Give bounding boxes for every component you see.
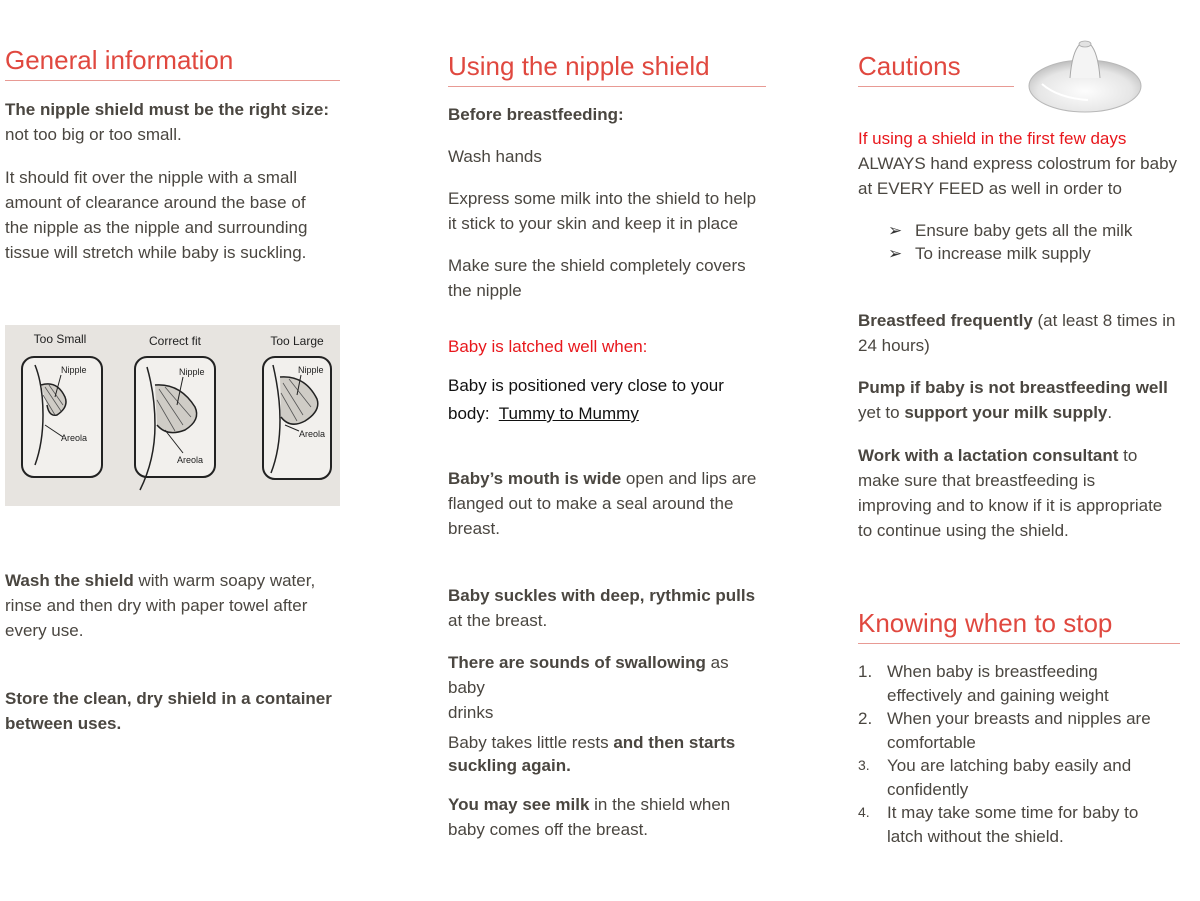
sounds-rest-1: as baby xyxy=(448,653,729,697)
store-paragraph xyxy=(5,686,332,736)
too-small-frame xyxy=(22,357,102,477)
label-correct-fit: Correct fit xyxy=(148,334,202,348)
caution-bullets xyxy=(858,219,1132,265)
wash-paragraph xyxy=(5,568,315,643)
stop-item-line-2: confidently xyxy=(887,779,969,799)
tummy-to-mummy: Tummy to Mummy xyxy=(498,404,639,423)
nipple-shield-fit-diagram xyxy=(5,325,340,506)
express-paragraph xyxy=(448,186,756,236)
fit-line-2: amount of clearance around the base of xyxy=(5,193,306,212)
mouth-bold: Baby’s mouth is wide xyxy=(448,469,622,488)
stop-item-line-1: It may take some time for baby to xyxy=(887,803,1139,822)
wash-rest-2: rinse and then dry with paper towel after xyxy=(5,596,308,615)
bullet-item xyxy=(858,242,1132,265)
frequent-rest-1: (at least 8 times in xyxy=(1032,311,1176,330)
stop-item-number: 2. xyxy=(858,709,873,728)
work-rest-1: to xyxy=(1118,446,1138,465)
sounds-rest-2: drinks xyxy=(448,703,494,722)
store-line-2: between uses. xyxy=(5,714,122,733)
wash-bold: Wash the shield xyxy=(5,571,134,590)
fit-paragraph xyxy=(5,165,307,265)
bullet-text: Ensure baby gets all the milk xyxy=(915,221,1133,240)
heading-general-information: General information xyxy=(5,44,340,81)
cover-line-2: the nipple xyxy=(448,281,522,300)
size-rest: not too big or too small. xyxy=(5,125,182,144)
fit-line-4: tissue will stretch while baby is suckling. xyxy=(5,243,307,262)
mouth-paragraph xyxy=(448,466,756,541)
first-days-line: If using a shield in the first few days xyxy=(858,129,1127,148)
pump-a: yet to xyxy=(858,403,905,422)
stop-item-number: 4. xyxy=(858,804,870,820)
too-small-areola-label: Areola xyxy=(61,433,88,443)
positioned-line-2a: body: xyxy=(448,404,499,423)
wash-rest-1: with warm soapy water, xyxy=(133,571,316,590)
work-rest-2: make sure that breastfeeding is xyxy=(858,471,1096,490)
milk-paragraph xyxy=(448,792,730,842)
pump-paragraph xyxy=(858,375,1168,425)
bullet-item xyxy=(858,219,1132,242)
stop-list-item xyxy=(858,801,1151,848)
rests-bold-1: and then starts xyxy=(613,733,736,752)
before-breastfeeding: Before breastfeeding: xyxy=(448,105,624,124)
stop-item-line-1: You are latching baby easily and xyxy=(887,756,1132,775)
work-paragraph xyxy=(858,443,1162,543)
size-bold: The nipple shield must be the right size: xyxy=(5,100,329,119)
stop-item-line-2: comfortable xyxy=(887,732,976,752)
frequent-rest-2: 24 hours) xyxy=(858,336,930,355)
too-large-nipple-label: Nipple xyxy=(298,365,324,375)
sounds-paragraph xyxy=(448,650,766,725)
stop-list xyxy=(858,660,1151,848)
stop-list-item xyxy=(858,754,1151,801)
express-line-2: it stick to your skin and keep it in place xyxy=(448,214,739,233)
stop-item-line-2: effectively and gaining weight xyxy=(887,685,1109,705)
suckles-bold: Baby suckles with deep, rythmic pulls xyxy=(448,586,756,605)
frequent-bold: Breastfeed frequently xyxy=(858,311,1033,330)
bullet-text: To increase milk supply xyxy=(915,244,1091,263)
arrow-bullet-icon: ➢ xyxy=(888,244,903,263)
stop-item-number: 3. xyxy=(858,757,870,773)
store-line-1: Store the clean, dry shield in a container xyxy=(5,689,332,708)
work-bold: Work with a lactation consultant xyxy=(858,446,1119,465)
too-small-nipple-label: Nipple xyxy=(61,365,87,375)
first-days-paragraph xyxy=(858,126,1177,201)
size-paragraph xyxy=(5,97,329,147)
correct-fit-areola-label: Areola xyxy=(177,455,204,465)
wash-hands: Wash hands xyxy=(448,147,542,166)
always-line-1: ALWAYS hand express colostrum for baby xyxy=(858,154,1178,173)
correct-fit-nipple-label: Nipple xyxy=(179,367,205,377)
positioned-paragraph xyxy=(448,372,724,428)
milk-rest-2: baby comes off the breast. xyxy=(448,820,649,839)
sounds-bold: There are sounds of swallowing xyxy=(448,653,706,672)
latched-well-heading: Baby is latched well when: xyxy=(448,337,648,356)
heading-knowing-when-to-stop: Knowing when to stop xyxy=(858,607,1180,644)
milk-rest-1: in the shield when xyxy=(589,795,731,814)
pump-bold-2: support your milk supply xyxy=(904,403,1108,422)
pump-end: . xyxy=(1107,403,1113,422)
arrow-bullet-icon: ➢ xyxy=(888,221,903,240)
frequent-paragraph xyxy=(858,308,1175,358)
pump-bold: Pump if baby is not breastfeeding well xyxy=(858,378,1168,397)
cover-paragraph xyxy=(448,253,746,303)
heading-using-nipple-shield: Using the nipple shield xyxy=(448,50,766,87)
fit-line-3: the nipple as the nipple and surrounding xyxy=(5,218,308,237)
work-rest-4: to continue using the shield. xyxy=(858,521,1069,540)
milk-bold: You may see milk xyxy=(448,795,590,814)
suckles-rest: at the breast. xyxy=(448,611,548,630)
mouth-rest-3: breast. xyxy=(448,519,500,538)
rests-paragraph xyxy=(448,731,735,777)
rests-a: Baby takes little rests xyxy=(448,733,614,752)
express-line-1: Express some milk into the shield to help xyxy=(448,189,757,208)
mouth-rest-2: flanged out to make a seal around the xyxy=(448,494,734,513)
stop-item-line-1: When baby is breastfeeding xyxy=(887,662,1098,681)
too-large-areola-label: Areola xyxy=(299,429,326,439)
work-rest-3: improving and to know if it is appropriate xyxy=(858,496,1163,515)
positioned-line-1: Baby is positioned very close to your xyxy=(448,376,724,395)
always-line-2: at EVERY FEED as well in order to xyxy=(858,179,1122,198)
nipple-shield-image xyxy=(1028,38,1146,114)
stop-list-item xyxy=(858,707,1151,754)
label-too-small: Too Small xyxy=(33,332,87,346)
fit-line-1: It should fit over the nipple with a small xyxy=(5,168,297,187)
stop-item-number: 1. xyxy=(858,662,873,681)
cover-line-1: Make sure the shield completely covers xyxy=(448,256,746,275)
suckles-paragraph xyxy=(448,583,755,633)
wash-rest-3: every use. xyxy=(5,621,84,640)
mouth-rest-1: open and lips are xyxy=(621,469,757,488)
stop-list-item xyxy=(858,660,1151,707)
stop-item-line-1: When your breasts and nipples are xyxy=(887,709,1151,728)
label-too-large: Too Large xyxy=(270,334,324,348)
rests-bold-2: suckling again. xyxy=(448,756,571,775)
stop-item-line-2: latch without the shield. xyxy=(887,826,1064,846)
heading-cautions: Cautions xyxy=(858,50,1014,87)
